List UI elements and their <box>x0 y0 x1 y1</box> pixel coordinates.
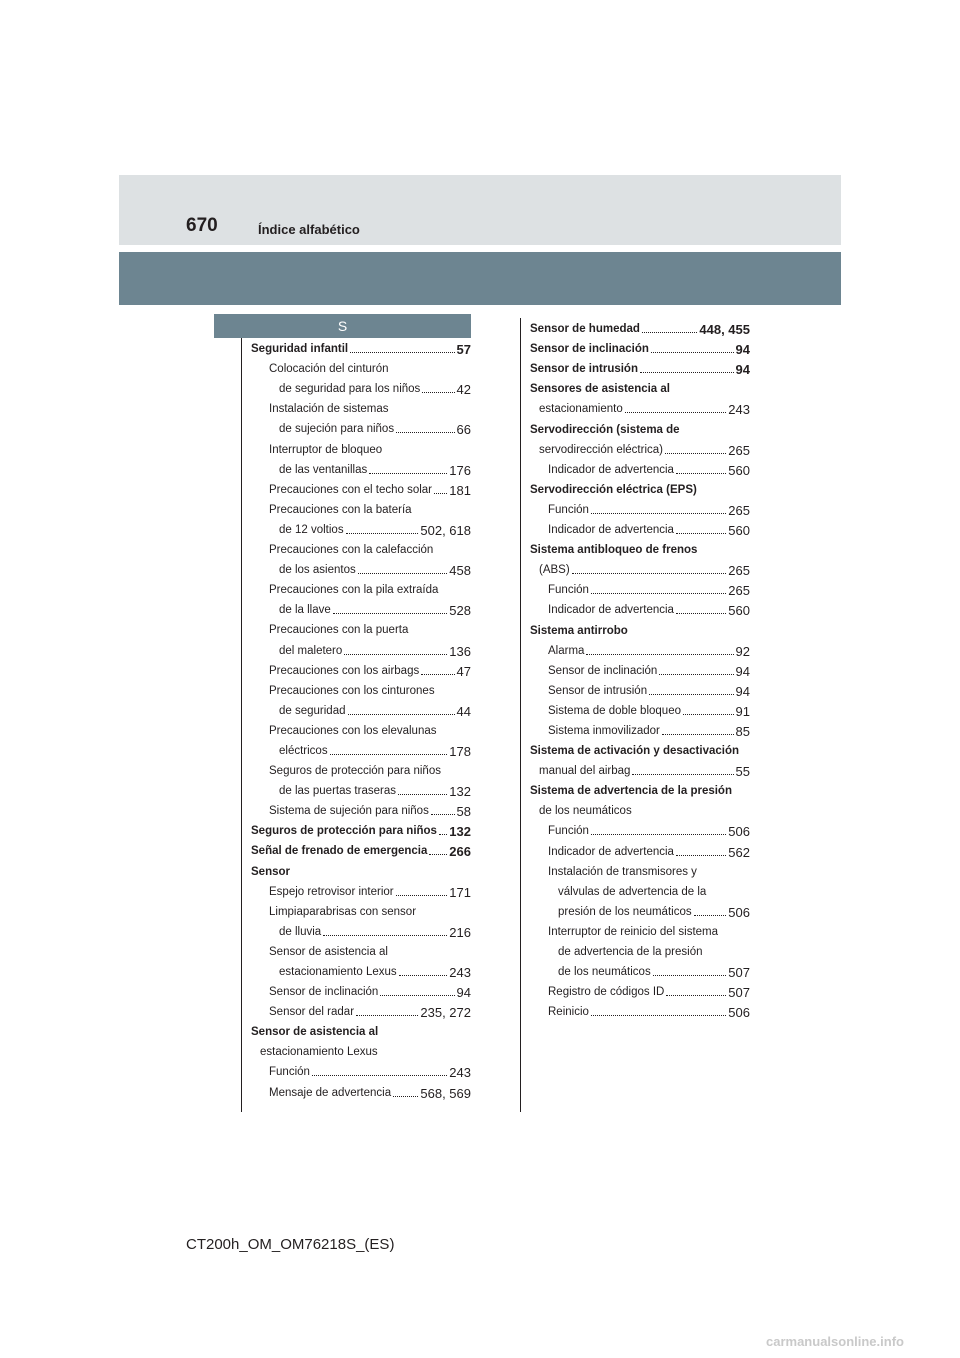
index-entry <box>530 960 750 980</box>
column-divider-left <box>241 338 242 1112</box>
index-entry-text: de sujeción para niños <box>279 423 395 436</box>
index-entry <box>530 1000 750 1020</box>
index-entry-text: Función <box>548 503 589 516</box>
index-entry <box>251 498 471 518</box>
index-entry <box>530 337 750 357</box>
index-entry-page: 92 <box>735 643 750 659</box>
index-entry-text: Sensor de intrusión <box>548 684 648 697</box>
dot-leader <box>356 1015 418 1016</box>
index-entry-page: 528 <box>449 603 471 619</box>
index-entry <box>251 719 471 739</box>
index-entry-page: 243 <box>449 965 471 980</box>
index-entry <box>530 458 750 478</box>
index-entry-text: Sistema de sujeción para niños <box>269 805 429 818</box>
index-entry <box>251 437 471 457</box>
index-entry <box>530 598 750 618</box>
index-entry-page: 507 <box>728 965 750 981</box>
column-divider-middle <box>520 318 521 1112</box>
index-entry <box>530 839 750 859</box>
dot-leader <box>666 995 726 996</box>
index-entry-page: 44 <box>456 703 471 719</box>
index-entry <box>251 739 471 759</box>
index-entry <box>251 920 471 940</box>
index-entry-page: 171 <box>449 884 471 900</box>
index-entry-page: 458 <box>449 563 471 579</box>
index-entry-text: Sensor de intrusión <box>530 363 638 376</box>
dot-leader <box>676 533 726 534</box>
index-entry-page: 47 <box>456 663 471 679</box>
index-entry-page: 132 <box>449 784 471 800</box>
index-entry-text: Sistema inmovilizador <box>548 724 660 737</box>
index-entry-text: Indicador de advertencia <box>548 463 674 476</box>
index-entry-text: de lluvia <box>279 925 322 938</box>
index-entry-text: Función <box>548 825 589 838</box>
index-entry-text: del maletero <box>279 644 343 657</box>
index-entry-text: Sensores de asistencia al <box>530 383 670 396</box>
dot-leader <box>422 392 454 393</box>
dot-leader <box>346 533 419 534</box>
index-entry-text: presión de los neumáticos <box>558 905 692 918</box>
index-entry <box>530 498 750 518</box>
dot-leader <box>591 1015 726 1016</box>
index-entry-text: Instalación de transmisores y <box>548 865 697 878</box>
index-entry <box>251 900 471 920</box>
index-entry <box>530 739 750 759</box>
dot-leader <box>625 412 727 413</box>
index-entry-page: 560 <box>728 523 750 539</box>
index-entry <box>251 458 471 478</box>
dot-leader <box>649 694 733 695</box>
index-entry-text: Indicador de advertencia <box>548 604 674 617</box>
index-entry-text: Función <box>269 1066 310 1079</box>
index-entry <box>530 639 750 659</box>
index-entry <box>251 699 471 719</box>
index-entry-text: Sensor <box>251 865 290 878</box>
index-entry <box>530 518 750 538</box>
index-entry-text: de los neumáticos <box>558 966 651 979</box>
index-entry <box>251 819 471 839</box>
index-entry <box>251 839 471 859</box>
index-entry-page: 507 <box>728 985 750 1001</box>
index-entry-page: 560 <box>728 603 750 619</box>
index-entry-text: Sistema de advertencia de la presión <box>530 785 732 798</box>
index-entry-page: 235, 272 <box>420 1005 471 1021</box>
index-entry-text: Sistema antibloqueo de frenos <box>530 544 698 557</box>
dot-leader <box>398 794 447 795</box>
dot-leader <box>344 654 447 655</box>
index-entry-page: 568, 569 <box>420 1085 471 1101</box>
index-entry-text: Función <box>548 584 589 597</box>
index-entry-text: Servodirección eléctrica (EPS) <box>530 483 697 496</box>
index-entry <box>251 659 471 679</box>
dot-leader <box>651 352 734 353</box>
index-entry-page: 94 <box>735 342 750 358</box>
index-entry-text: Seguros de protección para niños <box>269 765 441 778</box>
dot-leader <box>676 613 726 614</box>
header-band <box>119 175 841 245</box>
index-entry-text: Servodirección (sistema de <box>530 423 680 436</box>
index-entry-page: 94 <box>456 985 471 1001</box>
index-entry-page: 94 <box>735 663 750 679</box>
index-entry-text: servodirección eléctrica) <box>539 443 663 456</box>
dot-leader <box>694 915 727 916</box>
index-entry-text: Precauciones con los cinturones <box>269 684 435 697</box>
dot-leader <box>640 372 734 373</box>
index-entry-page: 243 <box>449 1065 471 1081</box>
index-entry <box>530 779 750 799</box>
index-entry <box>251 598 471 618</box>
index-entry-page: 132 <box>449 824 471 840</box>
index-entry-page: 506 <box>728 1005 750 1021</box>
dot-leader <box>431 814 455 815</box>
dot-leader <box>429 854 447 855</box>
index-entry-page: 560 <box>728 462 750 478</box>
dot-leader <box>396 432 454 433</box>
index-entry-text: Sistema antirrobo <box>530 624 628 637</box>
dot-leader <box>683 714 734 715</box>
index-entry-page: 265 <box>728 502 750 518</box>
dot-leader <box>330 754 448 755</box>
section-title: Índice alfabético <box>258 222 360 237</box>
index-entry-page: 562 <box>728 844 750 860</box>
index-entry <box>530 377 750 397</box>
index-entry <box>530 920 750 940</box>
index-entry-text: de advertencia de la presión <box>558 946 703 958</box>
index-entry-text: Sensor de inclinación <box>530 343 649 356</box>
index-entry <box>530 397 750 417</box>
index-entry <box>251 618 471 638</box>
index-entry-text: válvulas de advertencia de la <box>558 885 707 898</box>
dot-leader <box>662 734 734 735</box>
dot-leader <box>572 573 727 574</box>
index-entry-page: 66 <box>456 422 471 438</box>
index-entry <box>251 940 471 960</box>
dot-leader <box>348 714 455 715</box>
index-entry-page: 506 <box>728 904 750 920</box>
dot-leader <box>323 935 447 936</box>
dot-leader <box>393 1096 418 1097</box>
index-entry-text: manual del airbag <box>539 765 631 778</box>
index-entry <box>530 618 750 638</box>
index-entry-page: 57 <box>456 342 471 358</box>
index-entry <box>251 558 471 578</box>
index-entry <box>530 699 750 719</box>
index-entry <box>251 417 471 437</box>
index-entry <box>251 1000 471 1020</box>
index-entry-text: de los asientos <box>279 564 356 577</box>
index-entry <box>251 538 471 558</box>
dot-leader <box>659 674 733 675</box>
index-entry-page: 448, 455 <box>699 322 750 338</box>
index-entry <box>530 819 750 839</box>
dot-leader <box>399 975 448 976</box>
dot-leader <box>653 975 727 976</box>
index-entry-text: de seguridad para los niños <box>279 383 421 396</box>
index-entry <box>251 638 471 658</box>
index-entry-text: Mensaje de advertencia <box>269 1086 392 1099</box>
index-entry-page: 94 <box>735 362 750 378</box>
index-entry <box>251 578 471 598</box>
index-letter-heading: S <box>214 314 471 338</box>
index-entry-page: 94 <box>735 683 750 699</box>
dot-leader <box>439 834 447 835</box>
index-entry-page: 181 <box>449 482 471 498</box>
dot-leader <box>632 774 733 775</box>
index-entry <box>251 779 471 799</box>
index-entry-page: 243 <box>728 402 750 418</box>
index-entry-page: 58 <box>456 804 471 820</box>
dot-leader <box>591 834 726 835</box>
index-entry <box>251 960 471 980</box>
index-entry-text: Sensor de inclinación <box>548 664 658 677</box>
index-entry-text: Sensor del radar <box>269 1006 355 1019</box>
index-entry <box>530 980 750 1000</box>
index-entry-text: Reinicio <box>548 1006 589 1019</box>
dot-leader <box>421 674 454 675</box>
header-bar <box>119 252 841 305</box>
index-entry <box>251 377 471 397</box>
index-entry <box>530 880 750 900</box>
index-entry-text: de seguridad <box>279 704 346 717</box>
index-entry-page: 265 <box>728 442 750 458</box>
index-entry-page: 265 <box>728 583 750 599</box>
index-entry-text: Precauciones con el techo solar <box>269 483 433 496</box>
index-entry <box>251 518 471 538</box>
dot-leader <box>676 855 726 856</box>
index-entry-text: Sensor de asistencia al <box>251 1026 379 1039</box>
index-entry-text: Seguros de protección para niños <box>251 825 437 838</box>
dot-leader <box>380 995 454 996</box>
index-entry-page: 55 <box>735 764 750 780</box>
index-entry-text: Sensor de asistencia al <box>269 945 388 958</box>
index-entry-text: Sistema de doble bloqueo <box>548 704 681 717</box>
index-entry-text: estacionamiento <box>539 403 623 416</box>
index-entry-text: (ABS) <box>539 564 570 577</box>
index-entry-text: Interruptor de bloqueo <box>269 443 383 456</box>
index-entry-page: 216 <box>449 924 471 940</box>
index-entry-text: Registro de códigos ID <box>548 986 665 999</box>
index-entry-page: 85 <box>735 723 750 739</box>
index-entry-text: Limpiaparabrisas con sensor <box>269 905 417 918</box>
index-entry-text: Sensor de inclinación <box>269 986 379 999</box>
index-entry <box>251 679 471 699</box>
document-code: CT200h_OM_OM76218S_(ES) <box>186 1236 395 1253</box>
index-entry <box>530 357 750 377</box>
index-column-1 <box>251 337 471 1101</box>
index-entry <box>530 659 750 679</box>
index-entry-text: Interruptor de reinicio del sistema <box>548 925 719 938</box>
index-entry <box>530 417 750 437</box>
watermark: carmanualsonline.info <box>766 1334 904 1349</box>
dot-leader <box>396 895 448 896</box>
index-entry <box>251 1040 471 1060</box>
index-entry-page: 42 <box>456 382 471 398</box>
dot-leader <box>591 513 726 514</box>
index-entry <box>530 940 750 960</box>
index-entry-text: eléctricos <box>279 744 328 757</box>
dot-leader <box>333 613 448 614</box>
dot-leader <box>642 332 697 333</box>
dot-leader <box>591 593 726 594</box>
index-entry <box>530 759 750 779</box>
index-entry-text: Seguridad infantil <box>251 343 349 356</box>
index-entry-page: 506 <box>728 824 750 840</box>
index-entry <box>251 357 471 377</box>
dot-leader <box>665 453 726 454</box>
index-entry-text: Señal de frenado de emergencia <box>251 845 428 858</box>
index-entry <box>251 397 471 417</box>
index-entry-text: Sensor de humedad <box>530 323 640 336</box>
index-entry-text: Precauciones con los elevalunas <box>269 724 437 737</box>
dot-leader <box>358 573 448 574</box>
index-entry <box>251 1060 471 1080</box>
dot-leader <box>434 493 447 494</box>
index-entry-page: 502, 618 <box>420 522 471 538</box>
index-entry <box>530 478 750 498</box>
index-column-2 <box>530 317 750 1020</box>
index-entry-text: de las ventanillas <box>279 463 368 476</box>
index-entry-text: Espejo retrovisor interior <box>269 885 394 898</box>
index-entry-text: Precauciones con la puerta <box>269 624 409 637</box>
index-entry-text: Precauciones con la batería <box>269 503 412 516</box>
index-entry <box>530 558 750 578</box>
index-entry-text: Precauciones con la calefacción <box>269 544 434 557</box>
index-entry-text: de la llave <box>279 604 331 617</box>
index-entry-page: 266 <box>449 844 471 860</box>
index-entry-text: Precauciones con los airbags <box>269 664 420 677</box>
index-entry-text: de las puertas traseras <box>279 785 396 798</box>
dot-leader <box>312 1075 447 1076</box>
index-entry <box>530 860 750 880</box>
index-entry <box>530 317 750 337</box>
index-entry <box>530 719 750 739</box>
index-entry-text: estacionamiento Lexus <box>260 1046 378 1059</box>
index-entry <box>530 679 750 699</box>
index-entry-text: de los neumáticos <box>539 805 632 818</box>
index-entry <box>530 538 750 558</box>
index-entry-text: Precauciones con la pila extraída <box>269 584 439 597</box>
index-entry-text: Alarma <box>548 644 585 657</box>
index-entry <box>251 1020 471 1040</box>
index-entry-text: Sistema de activación y desactivación <box>530 745 740 758</box>
index-entry <box>530 438 750 458</box>
dot-leader <box>350 352 454 353</box>
index-entry <box>530 799 750 819</box>
index-entry <box>251 880 471 900</box>
index-entry-text: Colocación del cinturón <box>269 363 389 376</box>
index-entry <box>251 759 471 779</box>
index-entry <box>251 337 471 357</box>
index-entry-text: de 12 voltios <box>279 523 344 536</box>
page-number: 670 <box>186 215 218 236</box>
index-entry-page: 91 <box>735 703 750 719</box>
index-entry <box>251 1080 471 1100</box>
index-entry <box>251 859 471 879</box>
index-entry <box>530 578 750 598</box>
index-entry <box>530 900 750 920</box>
index-entry <box>251 799 471 819</box>
index-entry-text: Instalación de sistemas <box>269 403 389 416</box>
dot-leader <box>586 654 733 655</box>
index-entry-text: Indicador de advertencia <box>548 524 674 537</box>
index-entry-text: estacionamiento Lexus <box>279 966 397 978</box>
index-entry-page: 176 <box>449 462 471 478</box>
index-entry-page: 265 <box>728 563 750 579</box>
index-entry-text: Indicador de advertencia <box>548 845 674 858</box>
index-entry-page: 136 <box>449 643 471 659</box>
index-entry <box>251 478 471 498</box>
index-entry-page: 178 <box>449 743 471 759</box>
index-entry <box>251 980 471 1000</box>
dot-leader <box>369 473 447 474</box>
dot-leader <box>676 473 726 474</box>
